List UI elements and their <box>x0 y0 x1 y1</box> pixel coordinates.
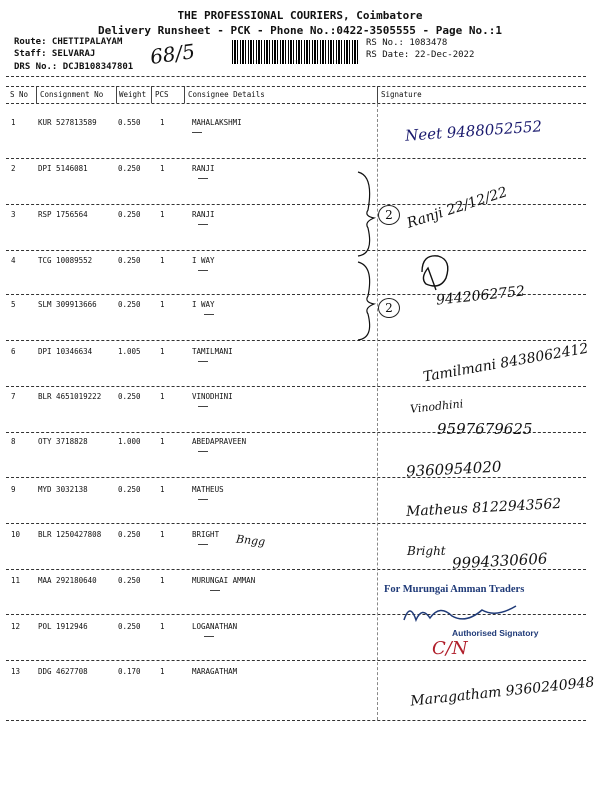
row-sno: 8 <box>11 437 16 446</box>
route-label: Route: CHETTIPALAYAM <box>14 37 123 47</box>
row-consignee: ABEDAPRAVEEN <box>192 437 247 446</box>
row-consignee: MARAGATHAM <box>192 667 238 676</box>
row-10-handwritten-note: Bngg <box>235 532 266 549</box>
row-divider <box>6 720 586 721</box>
row-mark <box>198 499 208 500</box>
row-weight: 0.250 <box>118 164 141 173</box>
row-consignee: TAMILMANI <box>192 347 233 356</box>
row-weight: 0.250 <box>118 210 141 219</box>
signature-row-7: 9597679625 <box>437 420 533 438</box>
handwritten-circle-count: 2 <box>378 205 400 225</box>
row-consignee: RANJI <box>192 210 215 219</box>
signature-row-1: Neet 9488052552 <box>404 117 543 145</box>
col-consignee: Consignee Details <box>188 90 265 99</box>
rs-number: RS No.: 1083478 <box>366 38 448 48</box>
staff-label: Staff: SELVARAJ <box>14 49 96 59</box>
row-consignment: BLR 1250427808 <box>38 530 102 539</box>
col-consignment: Consignment No <box>40 90 104 99</box>
row-sno: 10 <box>11 530 21 539</box>
row-mark <box>198 224 208 225</box>
stamp-signature <box>400 598 520 628</box>
row-pcs: 1 <box>160 347 165 356</box>
signature-rows-2-3: Ranji 22/12/22 <box>405 184 510 232</box>
signature-rows-4-5: 9442062752 <box>435 283 526 309</box>
row-consignment: DPI 5146081 <box>38 164 88 173</box>
row-consignment: MAA 292180640 <box>38 576 97 585</box>
signature-row-13: Maragatham 9360240948 <box>409 674 596 710</box>
row-divider <box>6 386 586 387</box>
row-weight: 0.250 <box>118 576 141 585</box>
col-weight: Weight <box>119 90 147 99</box>
row-consignee: MATHEUS <box>192 485 224 494</box>
row-mark <box>198 451 208 452</box>
col-divider <box>377 86 378 103</box>
row-weight: 0.550 <box>118 118 141 127</box>
col-sno: S No <box>10 90 29 99</box>
signature-row-10-name: Bright <box>407 544 446 558</box>
divider <box>6 103 586 104</box>
signature-row-9: Matheus 8122943562 <box>405 495 562 521</box>
row-mark <box>204 636 214 637</box>
signature-row-6: Tamilmani 8438062412 <box>421 340 590 386</box>
row-pcs: 1 <box>160 210 165 219</box>
row-consignee: LOGANATHAN <box>192 622 238 631</box>
row-weight: 0.250 <box>118 392 141 401</box>
row-consignee: I WAY <box>192 256 215 265</box>
row-sno: 9 <box>11 485 16 494</box>
col-signature: Signature <box>381 90 422 99</box>
row-consignment: KUR 527813589 <box>38 118 97 127</box>
row-mark <box>192 132 202 133</box>
signature-row-7-name: Vinodhini <box>409 397 464 416</box>
row-consignment: SLM 309913666 <box>38 300 97 309</box>
row-divider <box>6 477 586 478</box>
row-pcs: 1 <box>160 622 165 631</box>
row-weight: 0.250 <box>118 485 141 494</box>
row-divider <box>6 204 586 205</box>
row-mark <box>210 590 220 591</box>
drs-number: DRS No.: DCJB108347801 <box>14 62 134 72</box>
row-sno: 5 <box>11 300 16 309</box>
row-pcs: 1 <box>160 300 165 309</box>
row-consignee: MAHALAKSHMI <box>192 118 242 127</box>
row-sno: 1 <box>11 118 16 127</box>
col-divider <box>116 86 117 103</box>
rs-date: RS Date: 22-Dec-2022 <box>366 50 475 60</box>
row-consignee: BRIGHT <box>192 530 220 539</box>
row-mark <box>204 314 214 315</box>
handwritten-circle-count: 2 <box>378 298 400 318</box>
row-weight: 0.250 <box>118 530 141 539</box>
row-pcs: 1 <box>160 118 165 127</box>
row-consignment: DDG 4627708 <box>38 667 88 676</box>
row-sno: 12 <box>11 622 21 631</box>
col-divider <box>36 86 37 103</box>
bracket-mark-4-5 <box>352 258 382 342</box>
row-consignment: DPI 10346634 <box>38 347 93 356</box>
row-consignee: I WAY <box>192 300 215 309</box>
runsheet-subtitle: Delivery Runsheet - PCK - Phone No.:0422-3505555 - Page No.:1 <box>98 24 502 37</box>
row-consignment: RSP 1756564 <box>38 210 88 219</box>
row-sno: 13 <box>11 667 21 676</box>
row-sno: 2 <box>11 164 16 173</box>
row-pcs: 1 <box>160 164 165 173</box>
row-mark <box>198 361 208 362</box>
row-consignment: BLR 4651019222 <box>38 392 102 401</box>
row-weight: 1.000 <box>118 437 141 446</box>
col-divider <box>151 86 152 103</box>
row-mark <box>198 406 208 407</box>
row-sno: 7 <box>11 392 16 401</box>
row-sno: 6 <box>11 347 16 356</box>
stamp-company-name: For Murungai Amman Traders <box>384 584 525 595</box>
signature-row-10: 9994330606 <box>451 549 548 573</box>
row-pcs: 1 <box>160 485 165 494</box>
row-pcs: 1 <box>160 530 165 539</box>
company-stamp <box>380 578 560 642</box>
row-weight: 0.250 <box>118 622 141 631</box>
row-pcs: 1 <box>160 392 165 401</box>
row-sno: 11 <box>11 576 21 585</box>
stamp-authorised-signatory: Authorised Signatory <box>452 628 539 638</box>
barcode <box>232 40 358 64</box>
cn-red-mark: C/N <box>432 638 468 659</box>
divider <box>6 76 586 77</box>
row-weight: 1.005 <box>118 347 141 356</box>
col-divider <box>184 86 185 103</box>
row-weight: 0.250 <box>118 300 141 309</box>
row-divider <box>6 250 586 251</box>
company-title: THE PROFESSIONAL COURIERS, Coimbatore <box>177 9 423 22</box>
row-divider <box>6 340 586 341</box>
row-weight: 0.250 <box>118 256 141 265</box>
row-consignment: POL 1912946 <box>38 622 88 631</box>
handwritten-count: 68/5 <box>148 38 197 70</box>
row-divider <box>6 523 586 524</box>
row-sno: 4 <box>11 256 16 265</box>
row-mark <box>198 178 208 179</box>
row-mark <box>198 270 208 271</box>
row-mark <box>198 544 208 545</box>
col-pcs: PCS <box>155 90 169 99</box>
row-consignee: RANJI <box>192 164 215 173</box>
row-pcs: 1 <box>160 576 165 585</box>
row-consignment: OTY 3718828 <box>38 437 88 446</box>
row-consignment: TCG 10089552 <box>38 256 93 265</box>
row-consignee: MURUNGAI AMMAN <box>192 576 256 585</box>
row-sno: 3 <box>11 210 16 219</box>
row-weight: 0.170 <box>118 667 141 676</box>
row-pcs: 1 <box>160 437 165 446</box>
row-divider <box>6 158 586 159</box>
initial-scribble <box>416 250 456 294</box>
divider <box>6 86 586 87</box>
signature-row-8: 9360954020 <box>405 457 502 481</box>
row-divider <box>6 660 586 661</box>
row-pcs: 1 <box>160 256 165 265</box>
row-consignee: VINODHINI <box>192 392 233 401</box>
row-consignment: MYD 3032138 <box>38 485 88 494</box>
row-pcs: 1 <box>160 667 165 676</box>
